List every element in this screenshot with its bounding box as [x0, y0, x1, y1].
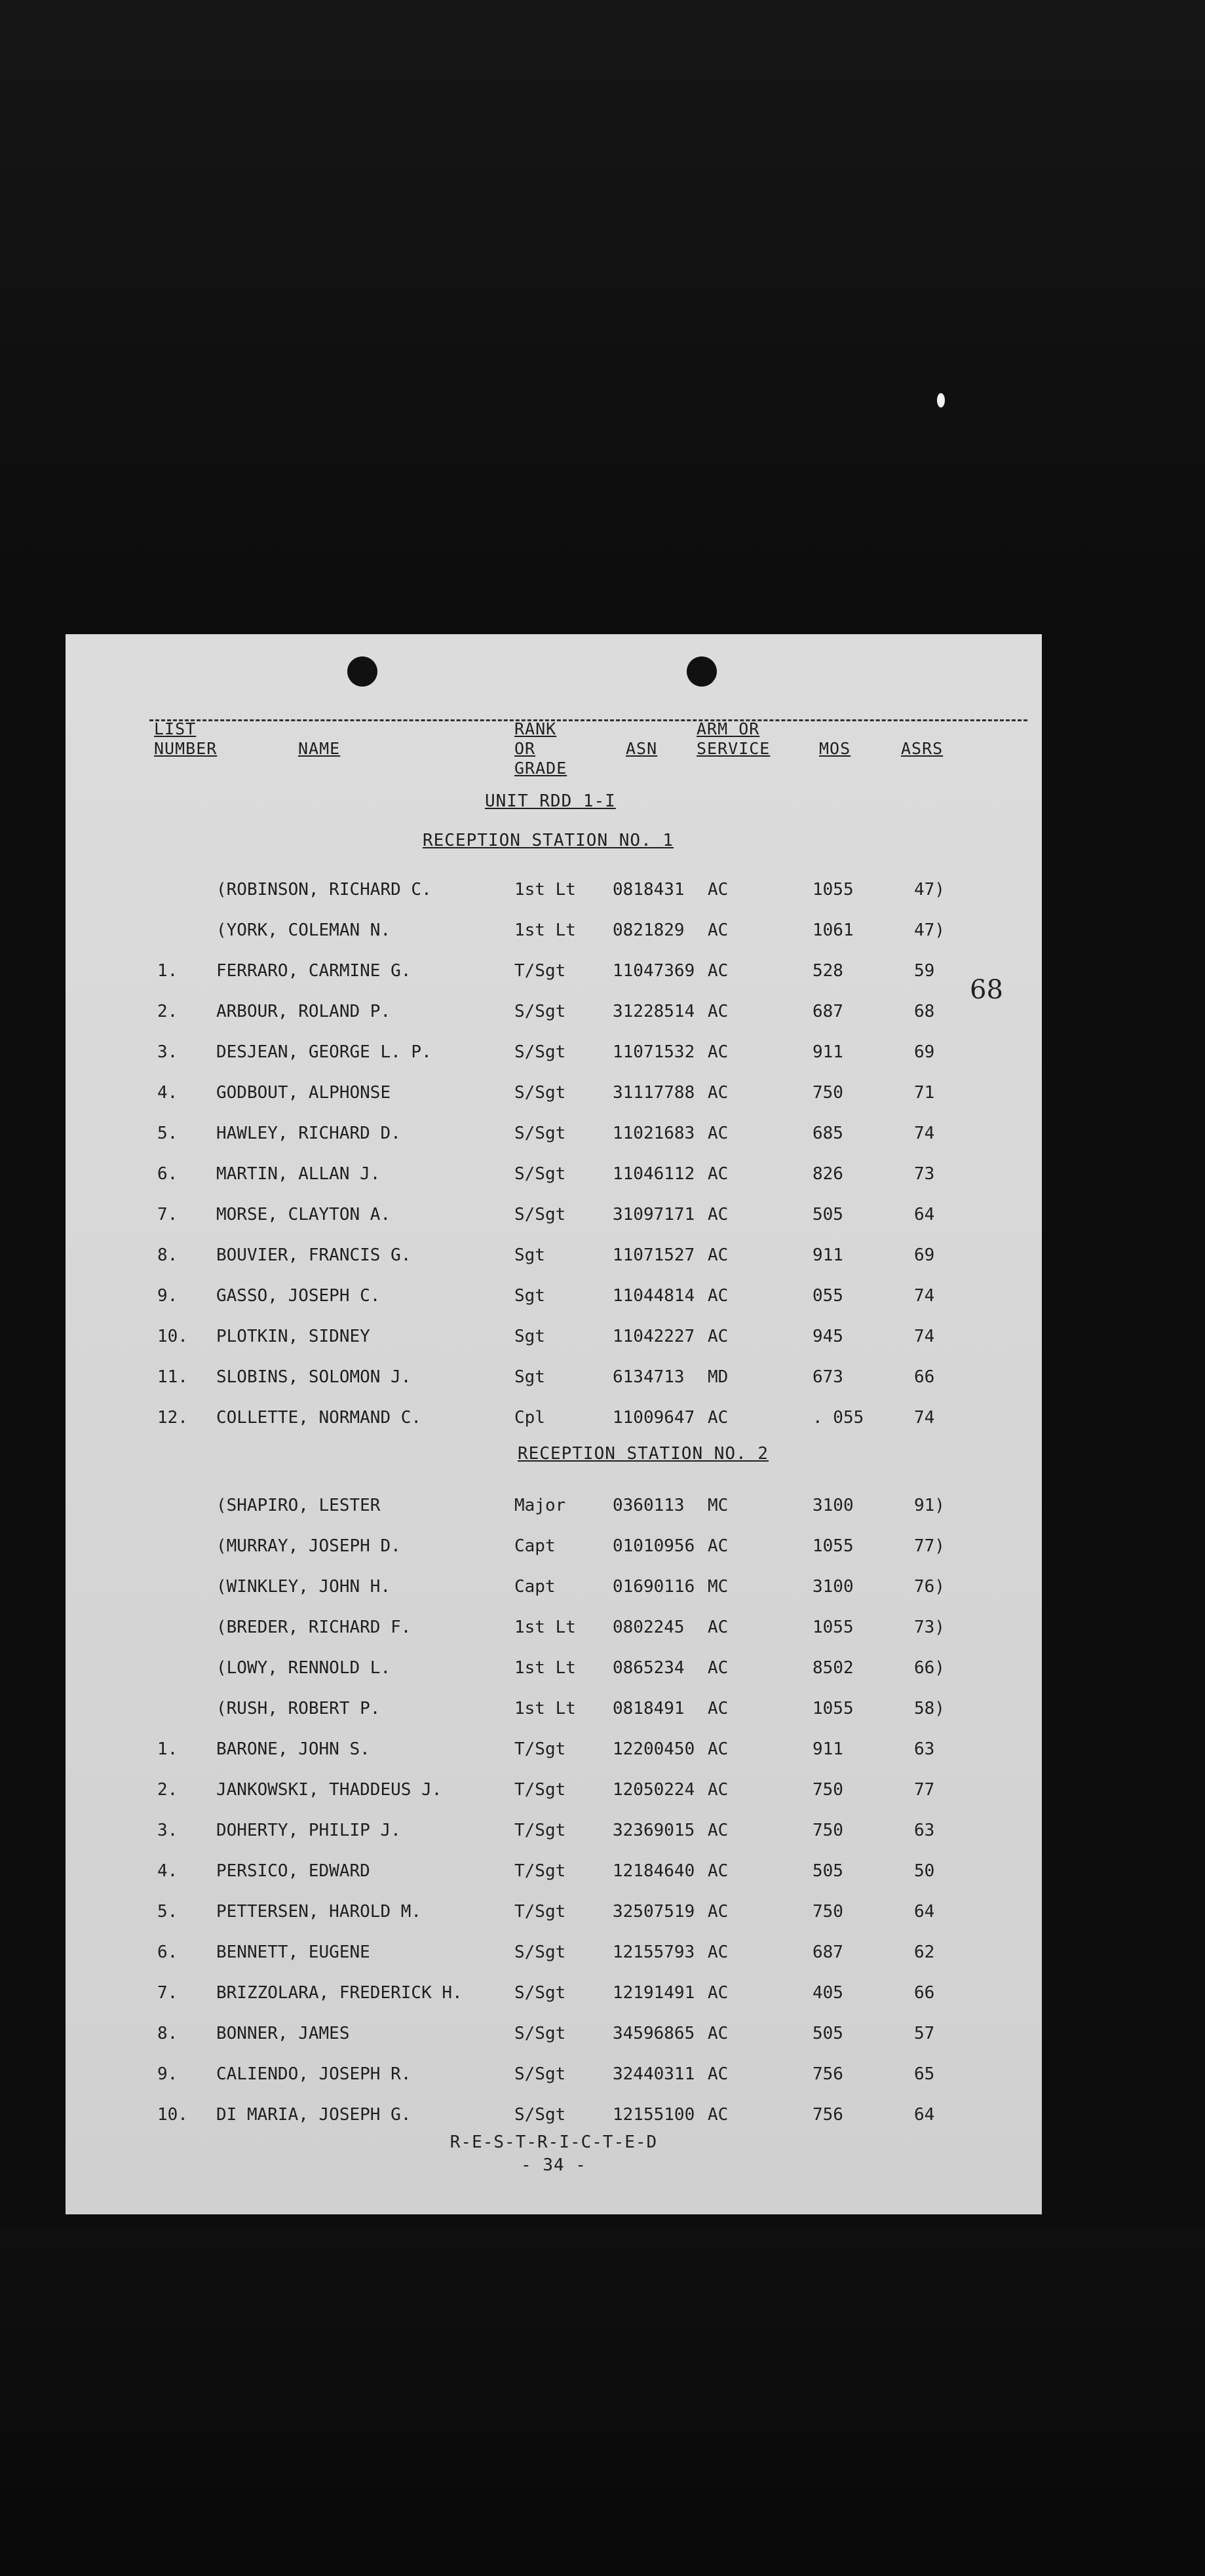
- cell-asn: 32369015: [613, 1821, 695, 1840]
- cell-asn: 11046112: [613, 1164, 695, 1184]
- cell-asrs: 69: [914, 1042, 935, 1062]
- cell-asrs: 77: [914, 1780, 935, 1800]
- table-row: [66, 1614, 1042, 1640]
- cell-rank: Sgt: [514, 1286, 545, 1306]
- cell-num: 11.: [157, 1367, 188, 1387]
- cell-mos: 750: [813, 1821, 843, 1840]
- cell-num: 2.: [157, 1002, 178, 1021]
- cell-num: 5.: [157, 1902, 178, 1922]
- cell-mos: 911: [813, 1042, 843, 1062]
- cell-asrs: 63: [914, 1739, 935, 1759]
- cell-name: BONNER, JAMES: [216, 2024, 350, 2043]
- cell-asn: 34596865: [613, 2024, 695, 2043]
- cell-name: BARONE, JOHN S.: [216, 1739, 370, 1759]
- cell-mos: 911: [813, 1739, 843, 1759]
- cell-asrs: 71: [914, 1083, 935, 1103]
- cell-rank: T/Sgt: [514, 1821, 566, 1840]
- cell-arm: AC: [708, 1780, 729, 1800]
- cell-rank: 1st Lt: [514, 920, 576, 940]
- cell-asn: 0865234: [613, 1658, 685, 1678]
- punch-hole-left: [347, 656, 377, 687]
- cell-rank: T/Sgt: [514, 961, 566, 981]
- punch-hole-right: [687, 656, 717, 687]
- table-row: [66, 2102, 1042, 2128]
- table-row: [66, 1202, 1042, 1228]
- cell-mos: 750: [813, 1902, 843, 1922]
- cell-mos: 1055: [813, 1618, 854, 1637]
- table-row: [66, 1323, 1042, 1350]
- cell-arm: AC: [708, 1408, 729, 1428]
- cell-asrs: 62: [914, 1942, 935, 1962]
- cell-name: JANKOWSKI, THADDEUS J.: [216, 1780, 442, 1800]
- cell-name: (SHAPIRO, LESTER: [216, 1496, 381, 1515]
- table-row: [66, 1736, 1042, 1762]
- cell-rank: S/Sgt: [514, 1205, 566, 1224]
- cell-asn: 11047369: [613, 961, 695, 981]
- cell-asrs: 66: [914, 1983, 935, 2003]
- cell-mos: 687: [813, 1002, 843, 1021]
- table-row: [66, 1283, 1042, 1309]
- cell-name: ARBOUR, ROLAND P.: [216, 1002, 391, 1021]
- cell-num: 6.: [157, 1942, 178, 1962]
- header-asn: ASN: [626, 739, 658, 758]
- cell-num: 12.: [157, 1408, 188, 1428]
- table-row: [66, 2020, 1042, 2047]
- cell-rank: S/Sgt: [514, 1124, 566, 1143]
- cell-asrs: 74: [914, 1286, 935, 1306]
- cell-mos: 1055: [813, 1536, 854, 1556]
- cell-rank: S/Sgt: [514, 2064, 566, 2084]
- cell-name: (MURRAY, JOSEPH D.: [216, 1536, 401, 1556]
- cell-asrs: 66: [914, 1367, 935, 1387]
- cell-rank: S/Sgt: [514, 1042, 566, 1062]
- table-row: [66, 958, 1042, 984]
- cell-mos: 673: [813, 1367, 843, 1387]
- cell-asrs: 64: [914, 1902, 935, 1922]
- table-row: [66, 1858, 1042, 1884]
- cell-rank: 1st Lt: [514, 1618, 576, 1637]
- cell-asrs: 74: [914, 1327, 935, 1346]
- cell-name: DESJEAN, GEORGE L. P.: [216, 1042, 432, 1062]
- cell-asrs: 69: [914, 1245, 935, 1265]
- table-row: [66, 1980, 1042, 2006]
- cell-asn: 32440311: [613, 2064, 695, 2084]
- cell-arm: AC: [708, 961, 729, 981]
- cell-name: BRIZZOLARA, FREDERICK H.: [216, 1983, 463, 2003]
- cell-arm: MC: [708, 1496, 729, 1515]
- cell-asn: 6134713: [613, 1367, 685, 1387]
- table-row: [66, 1655, 1042, 1681]
- cell-rank: Major: [514, 1496, 566, 1515]
- cell-num: 7.: [157, 1983, 178, 2003]
- cell-asn: 31228514: [613, 1002, 695, 1021]
- cell-arm: AC: [708, 1739, 729, 1759]
- table-row: [66, 1364, 1042, 1390]
- cell-mos: 3100: [813, 1577, 854, 1597]
- cell-mos: 405: [813, 1983, 843, 2003]
- cell-name: (WINKLEY, JOHN H.: [216, 1577, 391, 1597]
- cell-name: (RUSH, ROBERT P.: [216, 1699, 381, 1718]
- cell-num: 8.: [157, 2024, 178, 2043]
- cell-num: 1.: [157, 1739, 178, 1759]
- cell-asn: 12050224: [613, 1780, 695, 1800]
- cell-asrs: 47): [914, 920, 945, 940]
- cell-name: DI MARIA, JOSEPH G.: [216, 2105, 411, 2125]
- cell-arm: MC: [708, 1577, 729, 1597]
- cell-name: GASSO, JOSEPH C.: [216, 1286, 381, 1306]
- cell-arm: AC: [708, 1861, 729, 1881]
- cell-num: 10.: [157, 1327, 188, 1346]
- cell-mos: 528: [813, 961, 843, 981]
- table-row: [66, 1533, 1042, 1559]
- cell-asn: 11021683: [613, 1124, 695, 1143]
- table-row: [66, 1817, 1042, 1844]
- unit-title: UNIT RDD 1-I: [485, 791, 616, 811]
- cell-asn: 12155100: [613, 2105, 695, 2125]
- table-row: [66, 1899, 1042, 1925]
- cell-num: 7.: [157, 1205, 178, 1224]
- cell-name: PLOTKIN, SIDNEY: [216, 1327, 370, 1346]
- cell-asrs: 50: [914, 1861, 935, 1881]
- cell-mos: 756: [813, 2105, 843, 2125]
- cell-name: (LOWY, RENNOLD L.: [216, 1658, 391, 1678]
- table-row: [66, 1161, 1042, 1187]
- cell-arm: AC: [708, 920, 729, 940]
- cell-rank: 1st Lt: [514, 1699, 576, 1718]
- cell-rank: T/Sgt: [514, 1861, 566, 1881]
- cell-asn: 12155793: [613, 1942, 695, 1962]
- header-rank: RANK OR GRADE: [514, 719, 567, 778]
- cell-arm: AC: [708, 880, 729, 900]
- cell-asrs: 64: [914, 1205, 935, 1224]
- cell-rank: 1st Lt: [514, 1658, 576, 1678]
- table-row: [66, 2061, 1042, 2087]
- cell-asrs: 73: [914, 1164, 935, 1184]
- film-artifact: [937, 393, 945, 407]
- cell-rank: S/Sgt: [514, 1083, 566, 1103]
- table-row: [66, 917, 1042, 943]
- cell-name: DOHERTY, PHILIP J.: [216, 1821, 401, 1840]
- header-list-number: LIST NUMBER: [154, 719, 218, 758]
- cell-asn: 32507519: [613, 1902, 695, 1922]
- cell-rank: T/Sgt: [514, 1780, 566, 1800]
- cell-arm: AC: [708, 1699, 729, 1718]
- cell-mos: 750: [813, 1780, 843, 1800]
- cell-asn: 11071532: [613, 1042, 695, 1062]
- cell-arm: AC: [708, 1002, 729, 1021]
- cell-rank: Cpl: [514, 1408, 545, 1428]
- table-row: [66, 1777, 1042, 1803]
- cell-num: 1.: [157, 961, 178, 981]
- cell-arm: AC: [708, 1205, 729, 1224]
- cell-arm: AC: [708, 1042, 729, 1062]
- cell-num: 3.: [157, 1042, 178, 1062]
- cell-asrs: 73): [914, 1618, 945, 1637]
- cell-mos: 1055: [813, 1699, 854, 1718]
- cell-asn: 11044814: [613, 1286, 695, 1306]
- cell-asrs: 65: [914, 2064, 935, 2084]
- cell-name: GODBOUT, ALPHONSE: [216, 1083, 391, 1103]
- cell-arm: AC: [708, 1902, 729, 1922]
- cell-name: HAWLEY, RICHARD D.: [216, 1124, 401, 1143]
- cell-rank: Capt: [514, 1536, 556, 1556]
- cell-mos: 505: [813, 1205, 843, 1224]
- cell-asn: 0802245: [613, 1618, 685, 1637]
- cell-rank: S/Sgt: [514, 2105, 566, 2125]
- cell-asrs: 47): [914, 880, 945, 900]
- cell-arm: AC: [708, 1164, 729, 1184]
- cell-arm: MD: [708, 1367, 729, 1387]
- cell-name: MORSE, CLAYTON A.: [216, 1205, 391, 1224]
- table-row: [66, 1039, 1042, 1065]
- cell-mos: 685: [813, 1124, 843, 1143]
- table-row: [66, 1939, 1042, 1965]
- cell-asrs: 74: [914, 1124, 935, 1143]
- cell-mos: 1061: [813, 920, 854, 940]
- cell-num: 8.: [157, 1245, 178, 1265]
- cell-rank: S/Sgt: [514, 2024, 566, 2043]
- table-row: [66, 1120, 1042, 1146]
- cell-mos: 3100: [813, 1496, 854, 1515]
- cell-mos: 8502: [813, 1658, 854, 1678]
- header-arm: ARM OR SERVICE: [697, 719, 771, 758]
- cell-name: (YORK, COLEMAN N.: [216, 920, 391, 940]
- cell-mos: . 055: [813, 1408, 864, 1428]
- cell-asrs: 57: [914, 2024, 935, 2043]
- cell-rank: Sgt: [514, 1327, 545, 1346]
- cell-rank: S/Sgt: [514, 1942, 566, 1962]
- cell-asn: 12191491: [613, 1983, 695, 2003]
- cell-num: 4.: [157, 1861, 178, 1881]
- cell-rank: S/Sgt: [514, 1002, 566, 1021]
- cell-name: FERRARO, CARMINE G.: [216, 961, 411, 981]
- station-title: RECEPTION STATION NO. 2: [518, 1444, 769, 1464]
- cell-arm: AC: [708, 1124, 729, 1143]
- cell-rank: Sgt: [514, 1367, 545, 1387]
- table-row: [66, 1405, 1042, 1431]
- cell-name: CALIENDO, JOSEPH R.: [216, 2064, 411, 2084]
- station-title: RECEPTION STATION NO. 1: [423, 831, 674, 850]
- header-rule: [149, 719, 1027, 721]
- cell-mos: 505: [813, 1861, 843, 1881]
- cell-mos: 750: [813, 1083, 843, 1103]
- cell-num: 6.: [157, 1164, 178, 1184]
- cell-num: 10.: [157, 2105, 188, 2125]
- cell-arm: AC: [708, 1658, 729, 1678]
- cell-mos: 055: [813, 1286, 843, 1306]
- cell-asn: 11009647: [613, 1408, 695, 1428]
- cell-rank: Capt: [514, 1577, 556, 1597]
- cell-arm: AC: [708, 2105, 729, 2125]
- cell-rank: 1st Lt: [514, 880, 576, 900]
- header-asrs: ASRS: [901, 739, 944, 758]
- cell-asrs: 59: [914, 961, 935, 981]
- table-row: [66, 998, 1042, 1025]
- cell-mos: 687: [813, 1942, 843, 1962]
- cell-asn: 11042227: [613, 1327, 695, 1346]
- cell-asn: 0818431: [613, 880, 685, 900]
- cell-mos: 945: [813, 1327, 843, 1346]
- cell-arm: AC: [708, 1245, 729, 1265]
- table-row: [66, 1574, 1042, 1600]
- film-background-top: [0, 0, 1205, 629]
- cell-arm: AC: [708, 1327, 729, 1346]
- cell-mos: 1055: [813, 880, 854, 900]
- cell-asrs: 66): [914, 1658, 945, 1678]
- cell-asn: 12200450: [613, 1739, 695, 1759]
- cell-rank: Sgt: [514, 1245, 545, 1265]
- table-row: [66, 1492, 1042, 1519]
- film-background-bottom: [0, 2227, 1205, 2576]
- cell-asrs: 63: [914, 1821, 935, 1840]
- cell-mos: 911: [813, 1245, 843, 1265]
- cell-asn: 31117788: [613, 1083, 695, 1103]
- cell-asrs: 77): [914, 1536, 945, 1556]
- cell-num: 9.: [157, 1286, 178, 1306]
- cell-rank: T/Sgt: [514, 1902, 566, 1922]
- cell-asn: 12184640: [613, 1861, 695, 1881]
- cell-arm: AC: [708, 1083, 729, 1103]
- cell-mos: 756: [813, 2064, 843, 2084]
- cell-asn: 0360113: [613, 1496, 685, 1515]
- cell-mos: 826: [813, 1164, 843, 1184]
- cell-arm: AC: [708, 2064, 729, 2084]
- cell-arm: AC: [708, 1821, 729, 1840]
- cell-name: BOUVIER, FRANCIS G.: [216, 1245, 411, 1265]
- cell-arm: AC: [708, 1983, 729, 2003]
- cell-num: 5.: [157, 1124, 178, 1143]
- cell-num: 9.: [157, 2064, 178, 2084]
- header-mos: MOS: [819, 739, 851, 758]
- cell-asrs: 91): [914, 1496, 945, 1515]
- cell-arm: AC: [708, 2024, 729, 2043]
- cell-name: PETTERSEN, HAROLD M.: [216, 1902, 422, 1922]
- cell-asn: 01010956: [613, 1536, 695, 1556]
- cell-rank: S/Sgt: [514, 1164, 566, 1184]
- cell-name: PERSICO, EDWARD: [216, 1861, 370, 1881]
- cell-asn: 01690116: [613, 1577, 695, 1597]
- cell-name: MARTIN, ALLAN J.: [216, 1164, 381, 1184]
- cell-rank: T/Sgt: [514, 1739, 566, 1759]
- cell-rank: S/Sgt: [514, 1983, 566, 2003]
- cell-asrs: 74: [914, 1408, 935, 1428]
- table-row: [66, 877, 1042, 903]
- cell-name: (BREDER, RICHARD F.: [216, 1618, 411, 1637]
- cell-asrs: 76): [914, 1577, 945, 1597]
- table-row: [66, 1242, 1042, 1268]
- cell-name: COLLETTE, NORMAND C.: [216, 1408, 422, 1428]
- cell-arm: AC: [708, 1618, 729, 1637]
- cell-asrs: 58): [914, 1699, 945, 1718]
- table-row: [66, 1695, 1042, 1722]
- cell-asrs: 64: [914, 2105, 935, 2125]
- cell-mos: 505: [813, 2024, 843, 2043]
- cell-arm: AC: [708, 1536, 729, 1556]
- cell-name: BENNETT, EUGENE: [216, 1942, 370, 1962]
- document-page: [66, 634, 1042, 2214]
- cell-num: 4.: [157, 1083, 178, 1103]
- cell-asn: 31097171: [613, 1205, 695, 1224]
- page-number: - 34 -: [521, 2155, 586, 2175]
- table-row: [66, 1080, 1042, 1106]
- cell-num: 2.: [157, 1780, 178, 1800]
- cell-asrs: 68: [914, 1002, 935, 1021]
- cell-name: SLOBINS, SOLOMON J.: [216, 1367, 411, 1387]
- cell-asn: 0818491: [613, 1699, 685, 1718]
- cell-name: (ROBINSON, RICHARD C.: [216, 880, 432, 900]
- classification-footer: R-E-S-T-R-I-C-T-E-D: [449, 2132, 658, 2152]
- cell-asn: 0821829: [613, 920, 685, 940]
- header-name: NAME: [298, 739, 341, 758]
- margin-number: 68: [970, 975, 1003, 1005]
- cell-arm: AC: [708, 1286, 729, 1306]
- cell-arm: AC: [708, 1942, 729, 1962]
- cell-num: 3.: [157, 1821, 178, 1840]
- cell-asn: 11071527: [613, 1245, 695, 1265]
